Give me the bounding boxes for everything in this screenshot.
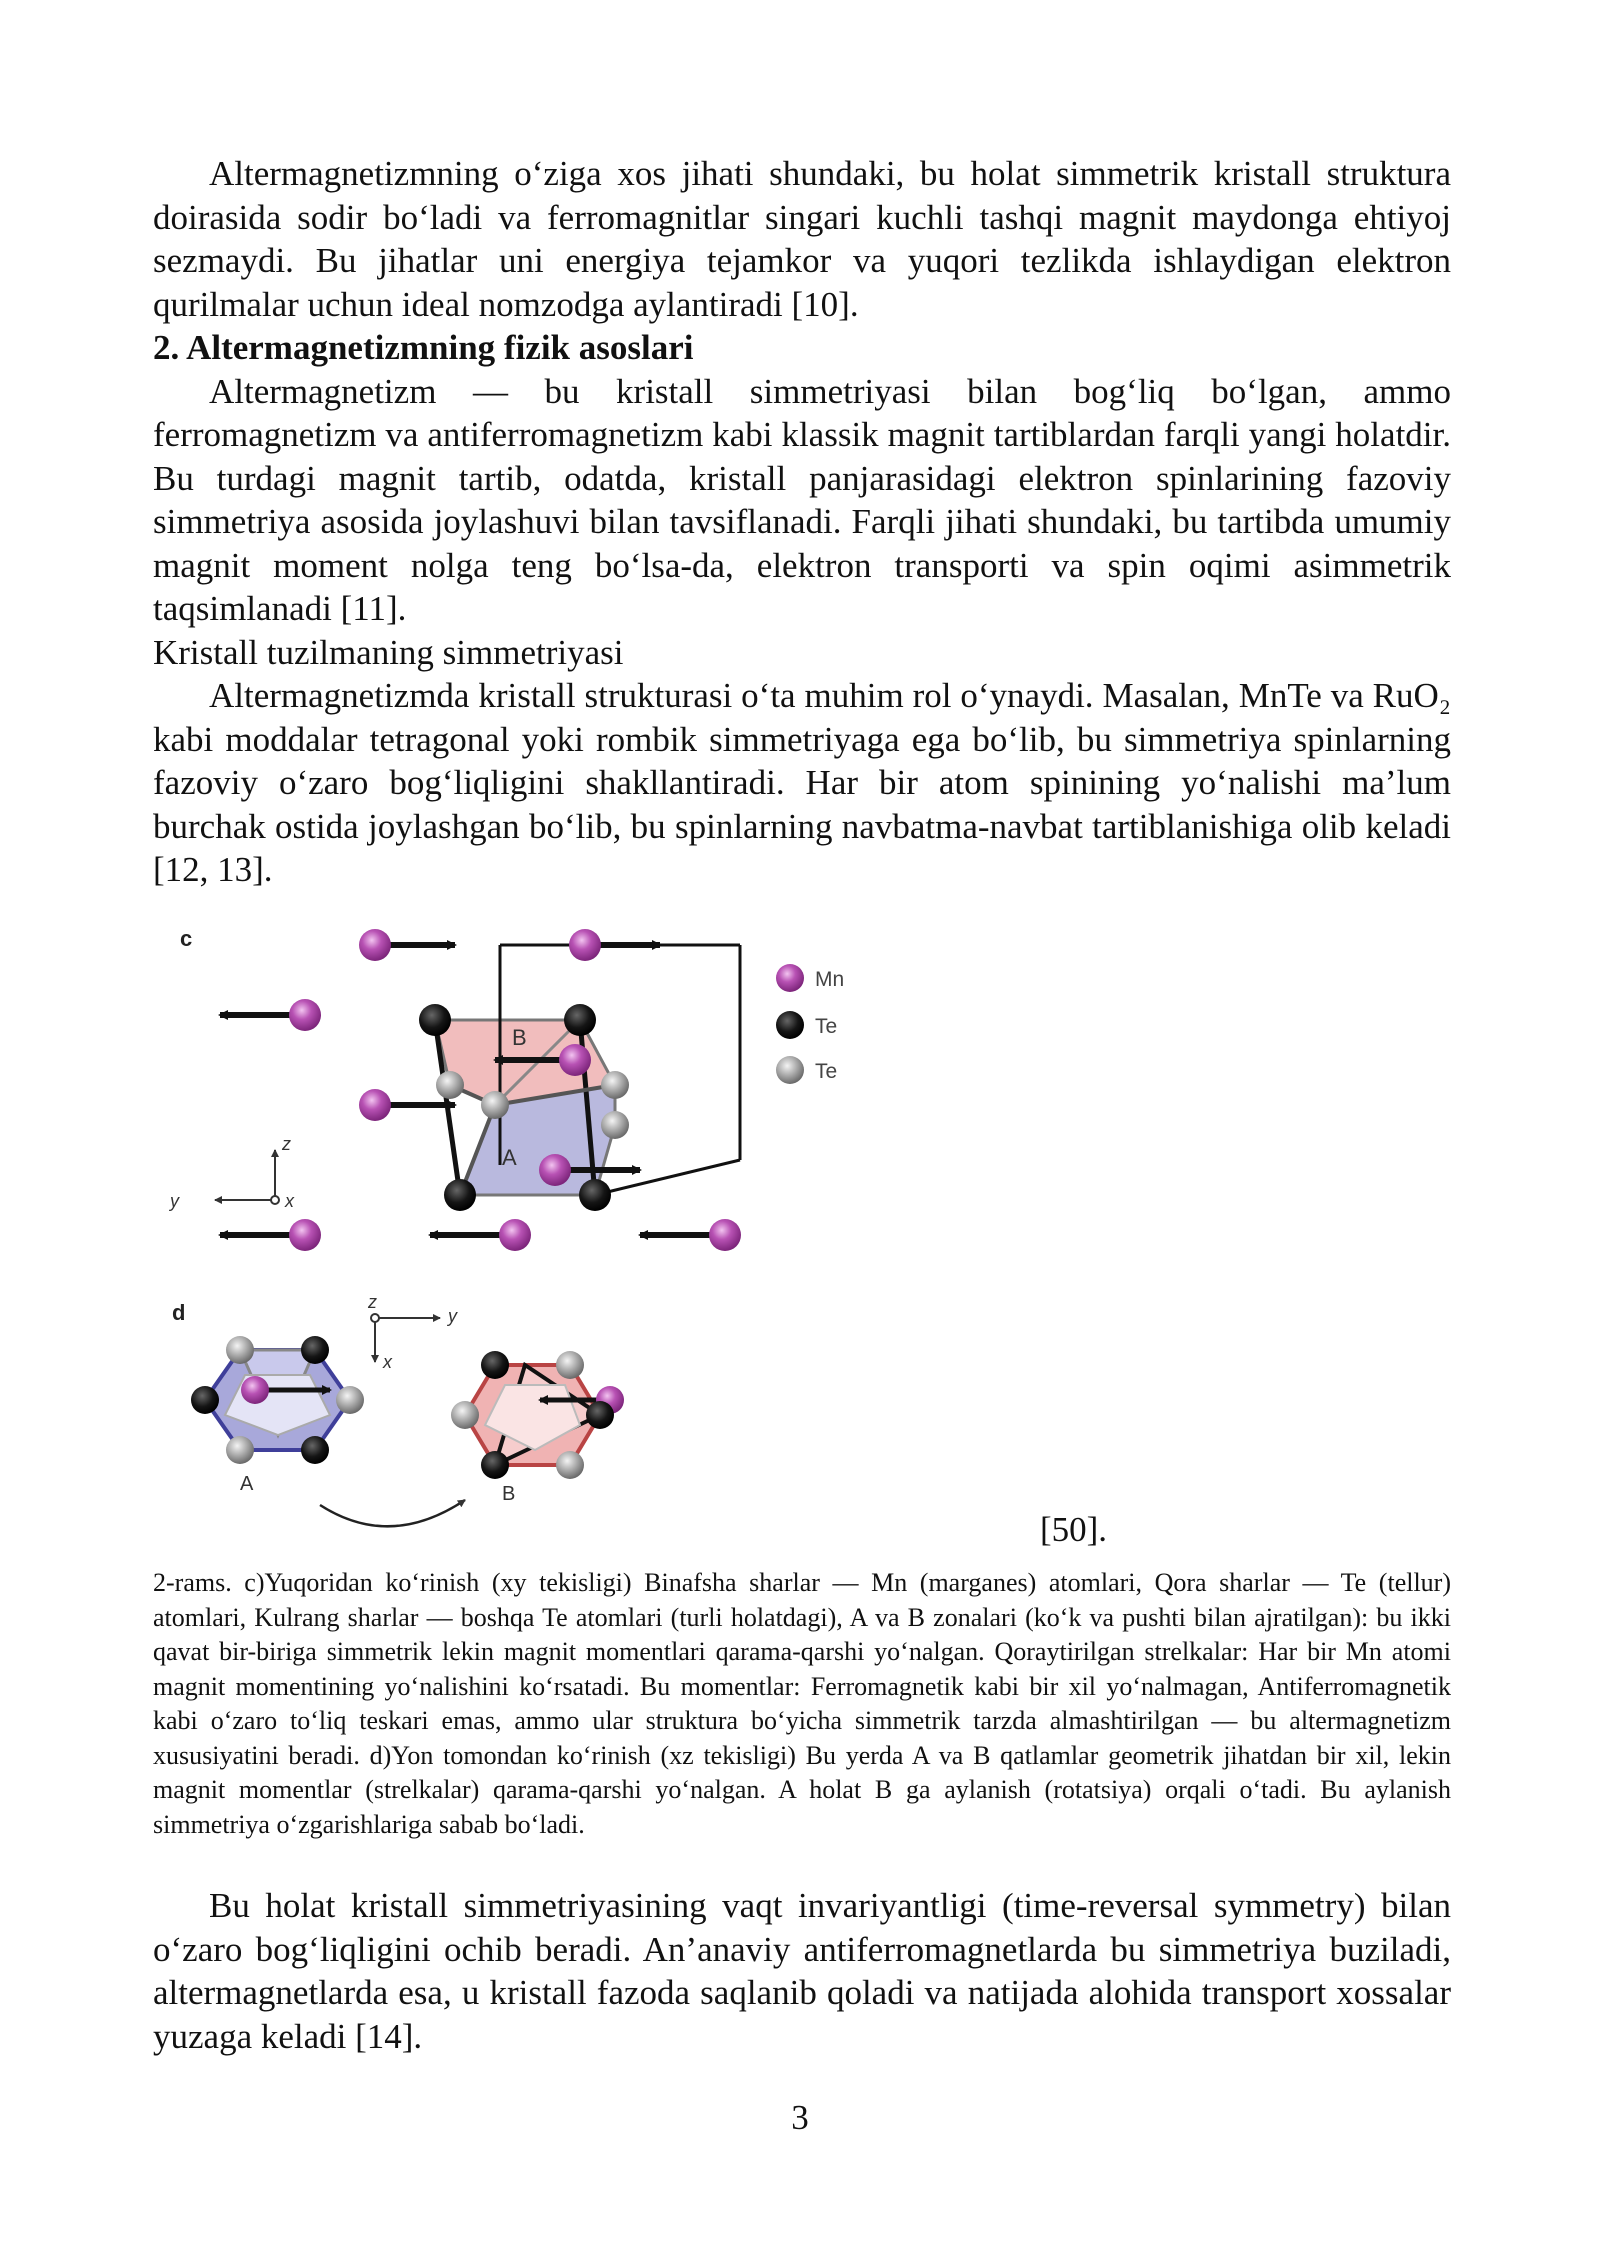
te-black-atom — [579, 1179, 611, 1211]
te-black-atom — [481, 1451, 509, 1479]
axis-d-x-label: x — [383, 1352, 392, 1372]
panel-d-b-label: B — [502, 1483, 516, 1505]
paragraph-definition: Altermagnetizm — bu kristall simmetriyasi bilan bog‘liq bo‘lgan, ammo ferromagnetizm va antiferromagnetizm kabi klassik magnit tartiblardan farqli yangi holatdir. Bu turdagi magnit tartib, odatda, kristall panjarasidagi elektron spinlarining fazoviy simmetriya asosida joylashuvi bilan tavsiflanadi. Farqli jihati shundaki, bu tartibda umumiy magnit moment nolga teng bo‘lsa-da, elektron transporti va spin oqimi asimmetrik taqsimlanadi [11]. — [153, 371, 1451, 628]
mn-atom — [569, 929, 601, 961]
paragraph-crystal-structure: Altermagnetizmda kristall strukturasi o‘ta muhim rol o‘ynaydi. Masalan, MnTe va RuO₂ kabi moddalar tetragonal yoki rombik simmetriyaga ega bo‘lib, bu simmetriya spinlarning fazoviy o‘zaro bog‘liqligini shakllantiradi. Har bir atom spinining yo‘nalishi ma’lum burchak ostida joylashgan bo‘lib, bu spinlarning navbatma-navbat tartiblanishiga olib keladi [12, 13]. — [153, 676, 1451, 889]
paragraph-time-reversal: Bu holat kristall simmetriyasining vaqt invariyantligi (time-reversal symmetry) bilan o‘zaro bog‘liqligini ochib beradi. An’anaviy antiferromagnetlarda bu simmetriya buziladi, altermagnetlarda esa, u kristall fazoda saqlanib qoladi va natijada alohida transport xossalar yuzaga keladi [14]. — [153, 1886, 1451, 2056]
te-gray-atom — [436, 1071, 464, 1099]
legend-te-gray-swatch — [776, 1056, 804, 1084]
legend-te-black-label: Te — [815, 1015, 838, 1038]
figure-caption: 2-rams. c)Yuqoridan ko‘rinish (xy tekisligi) Binafsha sharlar — Mn (marganes) atomlari, Qora sharlar — Te (tellur) atomlari, Kulrang sharlar — boshqa Te atomlari (turli holatdagi), A va B zonalari (ko‘k va pushti bilan ajratilgan): bu ikki qavat bir-biriga simmetrik lekin magnit momentlari qarama-qarshi yo‘nalgan. Qoraytirilgan strelkalar: Har bir Mn atomi magnit momentining yo‘nalishini ko‘rsatadi. Bu momentlar: Ferromagnetik kabi bir xil yo‘nalmagan, Antiferromagnetik kabi o‘zaro to‘liq teskari emas, ammo ular struktura bo‘yicha simmetrik tarzda almashtirilgan — bu altermagnetizm xususiyatini beradi. d)Yon tomondan ko‘rinish (xz tekisligi) Bu yerda A va B qatlamlar geometrik jihatdan bir xil, lekin magnit momentlar (strelkalar) qarama-qarshi yo‘nalgan. A holat B ga aylanish (rotatsiya) orqali o‘tadi. Bu aylanish simmetriya o‘zgarishlariga sabab bo‘ladi. — [153, 1568, 1451, 1839]
panel-c-structure — [220, 929, 741, 1251]
panel-d-a-label: A — [240, 1473, 254, 1495]
te-black-atom — [564, 1004, 596, 1036]
te-gray-atom — [556, 1451, 584, 1479]
axis-d-z-label: z — [368, 1292, 377, 1312]
legend-mn-swatch — [776, 964, 804, 992]
te-gray-atom — [226, 1436, 254, 1464]
figure-caption-block — [153, 1566, 1451, 1842]
panel-d-structure-a — [191, 1336, 364, 1495]
te-black-atom — [301, 1436, 329, 1464]
subsection-heading: Kristall tuzilmaning simmetriyasi — [153, 632, 624, 672]
te-gray-atom — [601, 1071, 629, 1099]
axis-indicator-c — [168, 1134, 295, 1211]
panel-c-label: c — [180, 926, 193, 951]
axis-d-y-label: y — [448, 1306, 457, 1326]
zone-b-label: B — [512, 1025, 527, 1050]
upper-text-block — [153, 152, 1451, 892]
section-heading: 2. Altermagnetizmning fizik asoslari — [153, 328, 694, 367]
te-gray-atom — [226, 1336, 254, 1364]
te-black-atom — [301, 1336, 329, 1364]
crystal-structure-figure — [150, 910, 910, 1540]
te-black-atom — [586, 1401, 614, 1429]
mn-atom — [709, 1219, 741, 1251]
mn-atom — [539, 1154, 571, 1186]
figure-legend — [776, 964, 844, 1084]
figure-source-reference: [50]. — [1040, 1510, 1108, 1549]
rotation-arrow — [320, 1500, 465, 1526]
te-black-atom — [444, 1179, 476, 1211]
te-gray-atom — [336, 1386, 364, 1414]
axis-indicator-d — [367, 1292, 458, 1372]
legend-te-black-swatch — [776, 1011, 804, 1039]
paragraph-intro: Altermagnetizmning o‘ziga xos jihati shundaki, bu holat simmetrik kristall struktura doirasida sodir bo‘ladi va ferromagnitlar singari kuchli tashqi magnit maydonga ehtiyoj sezmaydi. Bu jihatlar uni energiya tejamkor va yuqori tezlikda ishlaydigan elektron qurilmalar uchun ideal nomzodga aylantiradi [10]. — [153, 154, 1451, 324]
te-gray-atom — [556, 1351, 584, 1379]
te-black-atom — [481, 1351, 509, 1379]
mn-atom — [359, 929, 391, 961]
page-number: 3 — [791, 2098, 809, 2137]
axis-z-label: z — [282, 1134, 291, 1154]
te-black-atom — [419, 1004, 451, 1036]
te-black-atom — [191, 1386, 219, 1414]
lower-text-block — [153, 1884, 1451, 2058]
legend-mn-label: Mn — [815, 968, 845, 991]
te-gray-atom — [451, 1401, 479, 1429]
mn-atom — [289, 999, 321, 1031]
legend-te-gray-label: Te — [815, 1060, 838, 1083]
mn-atom — [559, 1044, 591, 1076]
axis-x-label: x — [285, 1191, 294, 1211]
mn-atom — [499, 1219, 531, 1251]
mn-atom — [289, 1219, 321, 1251]
axis-y-label: y — [170, 1191, 179, 1211]
te-gray-atom — [601, 1111, 629, 1139]
zone-a-label: A — [502, 1145, 517, 1170]
panel-d-structure-b — [451, 1351, 624, 1505]
mn-atom — [359, 1089, 391, 1121]
mn-atom — [241, 1376, 269, 1404]
panel-d-label: d — [172, 1300, 186, 1325]
te-gray-atom — [481, 1091, 509, 1119]
